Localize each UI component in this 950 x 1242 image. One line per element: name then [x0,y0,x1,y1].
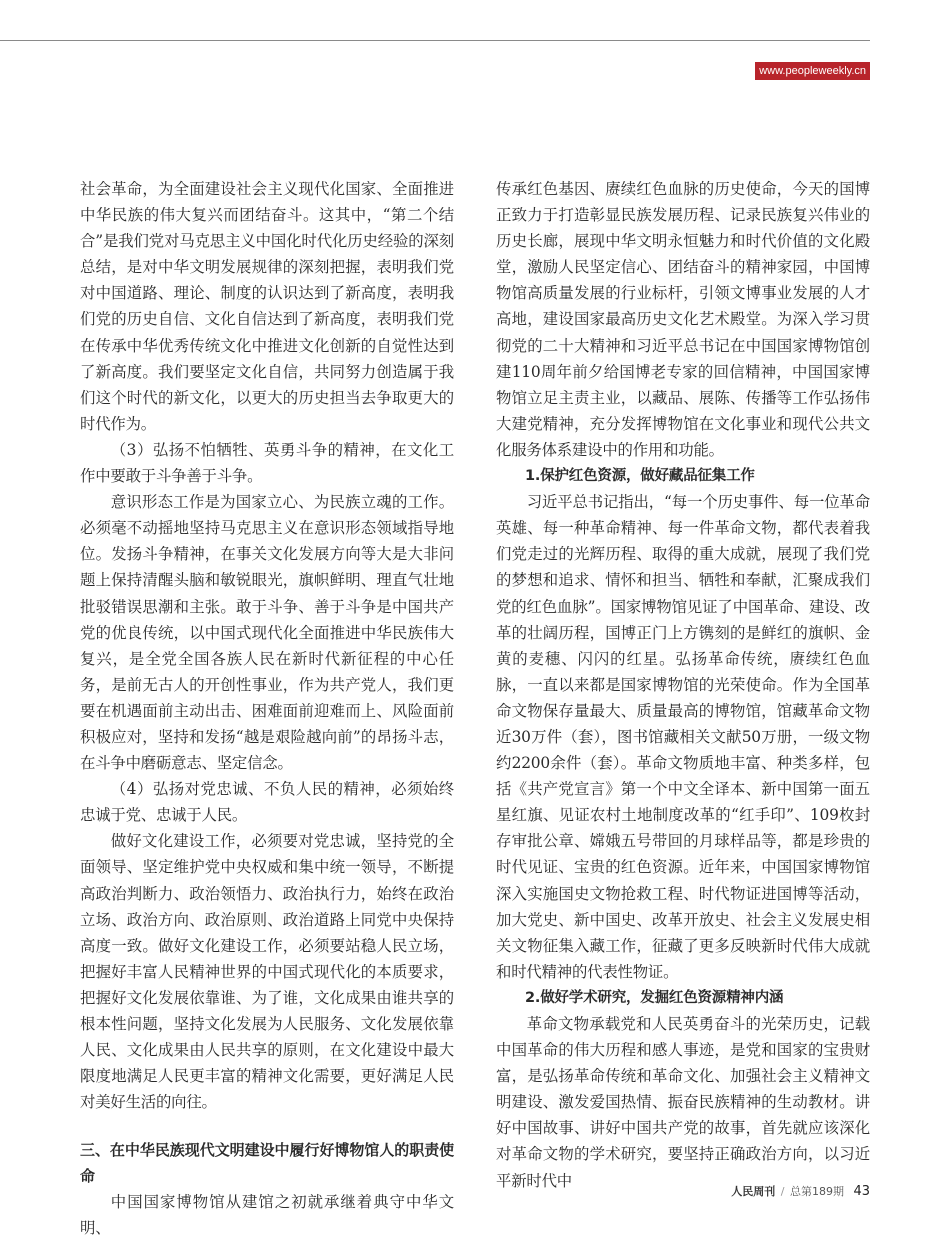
subheading: 1.保护红色资源，做好藏品征集工作 [525,468,755,485]
paragraph: 革命文物承载党和人民英勇奋斗的光荣历史，记载中国革命的伟大历程和感人事迹，是党和国家的宝贵财富，是弘扬革命传统和革命文化、加强社会主义精神文明建设、激发爱国热情、振奋民族精神的生动教材。讲好中国故事、讲好中国共产党的故事，首先就应该深化对革命文物的学术研究，要坚持正确政治方向，以习近平新时代中 [496,1015,870,1190]
website-badge[interactable]: www.peopleweekly.cn [755,62,870,80]
paragraph: 社会革命，为全面建设社会主义现代化国家、全面推进中华民族的伟大复兴而团结奋斗。这其中，“第二个结合”是我们党对马克思主义中国化时代化历史经验的深刻总结，是对中华文明发展规律的深刻把握，表明我们党对中国道路、理论、制度的认识达到了新高度，表明我们党的历史自信、文化自信达到了新高度，表明我们党在传承中华优秀传统文化中推进文化创新的自觉性达到了新高度。我们要坚定文化自信，共同努力创造属于我们这个时代的新文化，以更大的历史担当去争取更大的时代作为。 [80,180,454,433]
paragraph: 传承红色基因、赓续红色血脉的历史使命，今天的国博正致力于打造彰显民族发展历程、记录民族复兴伟业的历史长廊，展现中华文明永恒魅力和时代价值的文化殿堂，激励人民坚定信心、团结奋斗的精神家园，中国博物馆高质量发展的行业标杆，引领文博事业发展的人才高地，建设国家最高历史文化艺术殿堂。为深入学习贯彻党的二十大精神和习近平总书记在中国国家博物馆创建110周年前夕给国博老专家的回信精神，中国国家博物馆立足主责主业，以藏品、展陈、传播等工作弘扬伟大建党精神，充分发挥博物馆在文化事业和现代公共文化服务体系建设中的作用和功能。 [496,180,870,459]
paragraph: （3）弘扬不怕牺牲、英勇斗争的精神，在文化工作中要敢于斗争善于斗争。 [80,440,454,486]
issue-number: 总第189期 [789,1185,844,1198]
paragraph: 做好文化建设工作，必须要对党忠诚，坚持党的全面领导、坚定维护党中央权威和集中统一领导，不断提高政治判断力、政治领悟力、政治执行力，始终在政治立场、政治方向、政治原则、政治道路上同党中央保持高度一致。做好文化建设工作，必须要站稳人民立场，把握好丰富人民精神世界的中国式现代化的本质要求，把握好文化发展依靠谁、为了谁，文化成果由谁共享的根本性问题，坚持文化发展为人民服务、文化发展依靠人民、文化成果由人民共享的原则，在文化建设中最大限度地满足人民更丰富的精神文化需要，更好满足人民对美好生活的向往。 [80,832,454,1112]
left-column [80,176,454,1242]
subheading: 2.做好学术研究，发掘红色资源精神内涵 [525,989,784,1006]
top-rule [0,40,870,41]
paragraph: 中国国家博物馆从建馆之初就承继着典守中华文明、 [80,1193,454,1238]
right-column [496,176,870,1194]
paragraph: 意识形态工作是为国家立心、为民族立魂的工作。必须毫不动摇地坚持马克思主义在意识形态领域指导地位。发扬斗争精神，在事关文化发展方向等大是大非问题上保持清醒头脑和敏锐眼光，旗帜鲜明、理直气壮地批驳错误思潮和主张。敢于斗争、善于斗争是中国共产党的优良传统，以中国式现代化全面推进中华民族伟大复兴，是全党全国各族人民在新时代新征程的中心任务，是前无古人的开创性事业，作为共产党人，我们更要在机遇面前主动出击、困难面前迎难而上、风险面前积极应对，坚持和发扬“越是艰险越向前”的昂扬斗志，在斗争中磨砺意志、坚定信念。 [80,493,454,773]
paragraph: 习近平总书记指出，“每一个历史事件、每一位革命英雄、每一种革命精神、每一件革命文物，都代表着我们党走过的光辉历程、取得的重大成就，展现了我们党的梦想和追求、情怀和担当、牺牲和奉献，汇聚成我们党的红色血脉”。国家博物馆见证了中国革命、建设、改革的壮阔历程，国博正门上方镌刻的是鲜红的旗帜、金黄的麦穗、闪闪的红星。弘扬革命传统，赓续红色血脉，一直以来都是国家博物馆的光荣使命。作为全国革命文物保存量最大、质量最高的博物馆，馆藏革命文物近30万件（套），图书馆藏相关文献50万册，一级文物约2200余件（套）。革命文物质地丰富、种类多样，包括《共产党宣言》第一个中文全译本、新中国第一面五星红旗、见证农村土地制度改革的“红手印”、109枚封存审批公章、嫦娥五号带回的月球样品等，都是珍贵的时代见证、宝贵的红色资源。近年来，中国国家博物馆深入实施国史文物抢救工程、时代物证进国博等活动，加大党史、新中国史、改革开放史、社会主义发展史相关文物征集入藏工作，征藏了更多反映新时代伟大成就和时代精神的代表性物证。 [496,493,870,981]
page-number: 43 [853,1184,870,1199]
footer-separator: / [780,1185,785,1198]
page-footer [731,1184,870,1200]
section-heading: 三、在中华民族现代文明建设中履行好博物馆人的职责使命 [80,1141,454,1186]
magazine-name: 人民周刊 [731,1185,776,1198]
paragraph: （4）弘扬对党忠诚、不负人民的精神，必须始终忠诚于党、忠诚于人民。 [80,780,454,825]
